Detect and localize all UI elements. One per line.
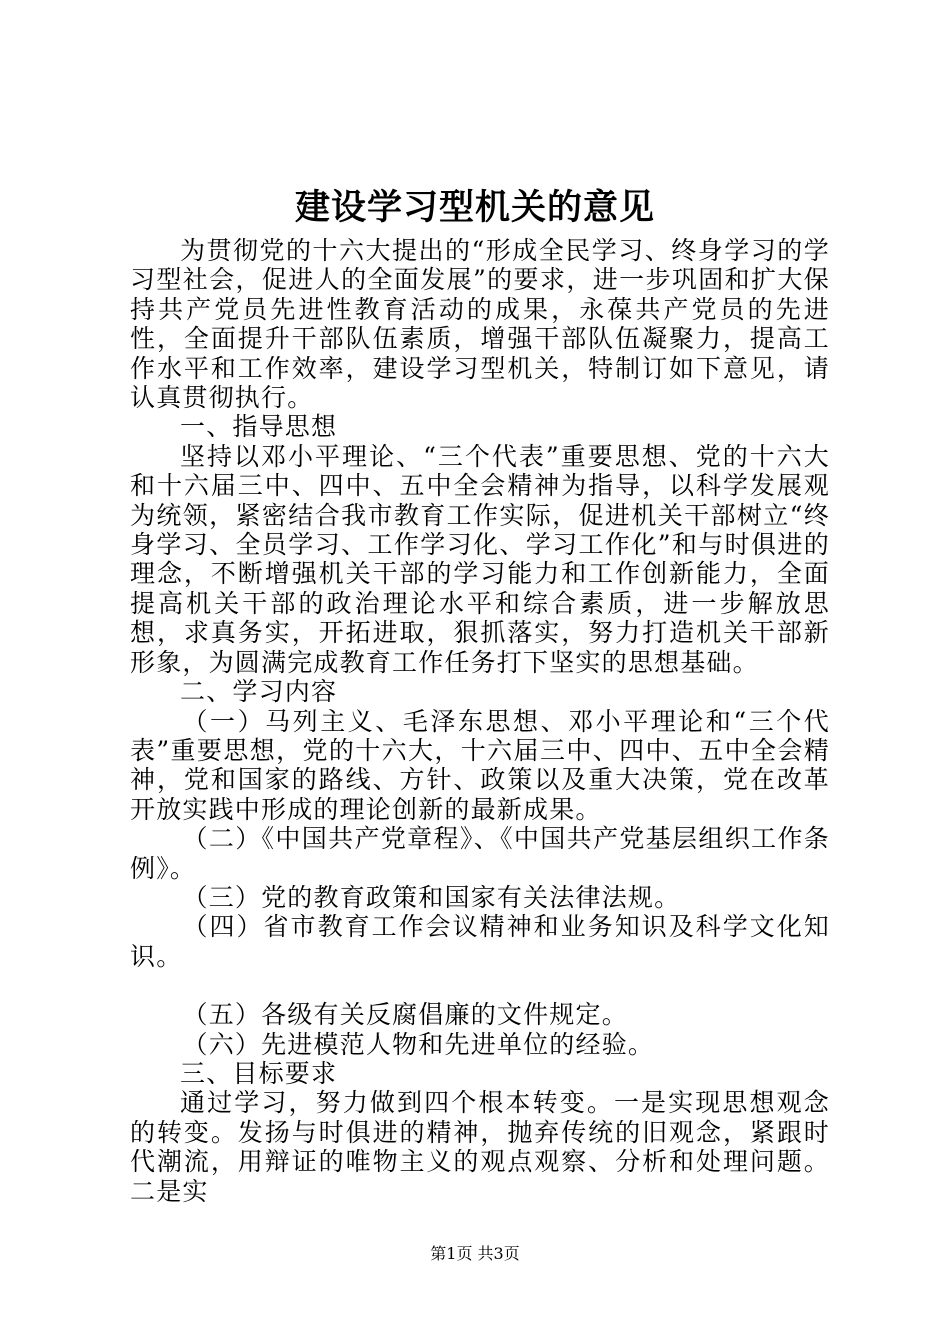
study-item-6: （六）先进模范人物和先进单位的经验。 [182, 1029, 655, 1059]
guiding-ideology-paragraph: 坚持以邓小平理论、“三个代表”重要思想、党的十六大和十六届三中、四中、五中全会精神为指导，以科学发展观为统领，紧密结合我市教育工作实际，促进机关干部树立“终身学习、全员学习、工作学习化、学习工作化”和与时俱进的理念，不断增强机关干部的学习能力和工作创新能力，全面提高机关干部的政治理论水平和综合素质，进一步解放思想，求真务实，开拓进取，狠抓落实，努力打造机关干部新形象，为圆满完成教育工作任务打下坚实的思想基础。 [130, 441, 830, 677]
section-heading-guiding-ideology: 一、指导思想 [180, 412, 338, 442]
study-item-4: （四）省市教育工作会议精神和业务知识及科学文化知识。 [130, 912, 830, 971]
page-footer: 第1页 共3页 [430, 1244, 520, 1263]
goals-paragraph: 通过学习，努力做到四个根本转变。一是实现思想观念的转变。发扬与时俱进的精神，抛弃传统的旧观念，紧跟时代潮流，用辩证的唯物主义的观点观察、分析和处理问题。二是实 [130, 1088, 830, 1206]
intro-paragraph: 为贯彻党的十六大提出的“形成全民学习、终身学习的学习型社会，促进人的全面发展”的要求，进一步巩固和扩大保持共产党员先进性教育活动的成果，永葆共产党员的先进性，全面提升干部队伍素质，增强干部队伍凝聚力，提高工作水平和工作效率，建设学习型机关，特制订如下意见，请认真贯彻执行。 [130, 236, 830, 413]
study-item-3: （三）党的教育政策和国家有关法律法规。 [182, 882, 681, 912]
document-body [130, 236, 830, 1206]
section-heading-study-content: 二、学习内容 [180, 677, 338, 707]
study-item-2: （二）《中国共产党章程》、《中国共产党基层组织工作条例》。 [130, 824, 830, 883]
section-heading-goals: 三、目标要求 [180, 1058, 338, 1088]
study-item-5: （五）各级有关反腐倡廉的文件规定。 [182, 1000, 628, 1030]
document-title: 建设学习型机关的意见 [294, 187, 655, 228]
study-item-1: （一）马列主义、毛泽东思想、邓小平理论和“三个代表”重要思想，党的十六大，十六届三中、四中、五中全会精神，党和国家的路线、方针、政策以及重大决策，党在改革开放实践中形成的理论创新的最新成果。 [130, 706, 830, 824]
